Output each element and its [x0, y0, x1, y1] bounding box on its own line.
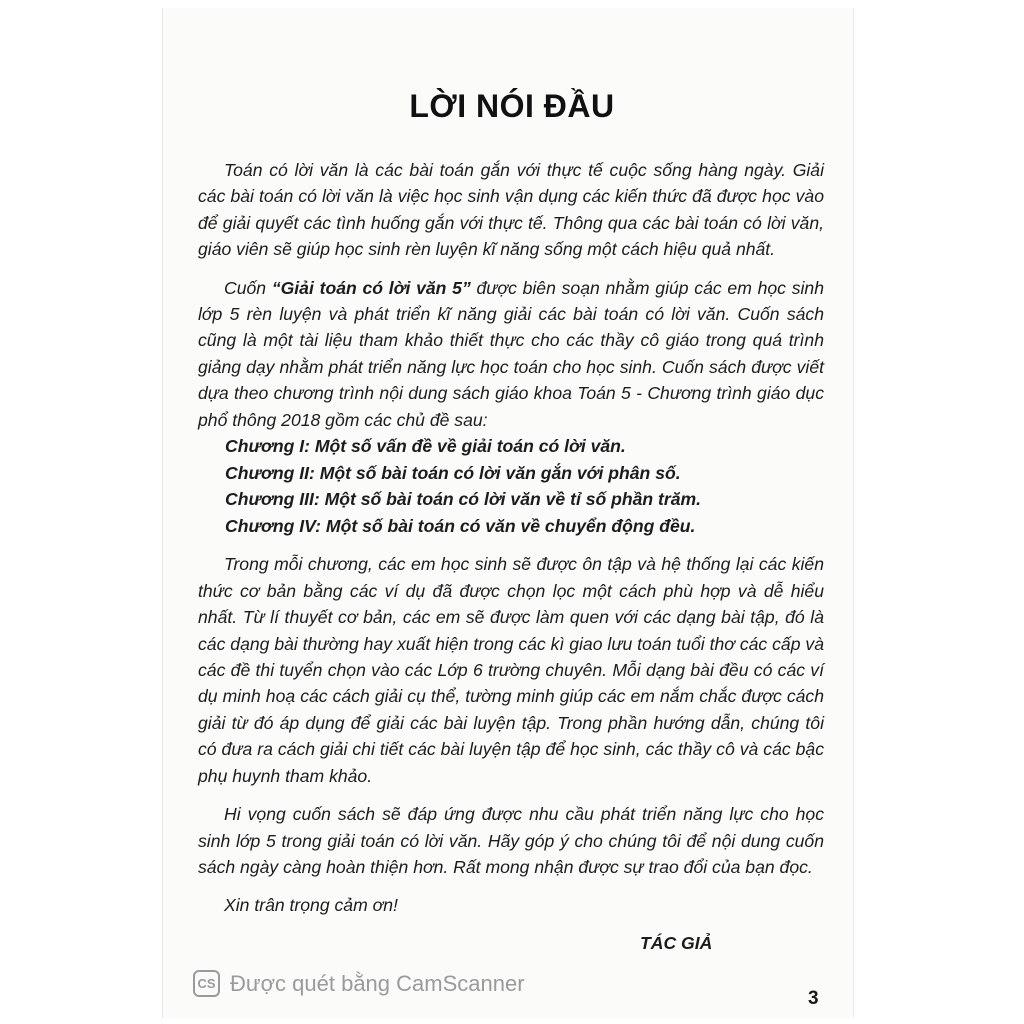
paragraph-closing: Hi vọng cuốn sách sẽ đáp ứng được nhu cầu phát triển năng lực cho học sinh lớp 5 trong giải toán có lời văn. Hãy góp ý cho chúng tôi để nội dung cuốn sách ngày càng hoàn thiện hơn. Rất mong nhận được sự trao đổi của bạn đọc. [198, 804, 824, 877]
thanks-line: Xin trân trọng cảm ơn! [224, 895, 398, 916]
chapter-item-2: Chương II: Một số bài toán có lời văn gắn với phân số. [225, 462, 681, 483]
paragraph-intro: Toán có lời văn là các bài toán gắn với thực tế cuộc sống hàng ngày. Giải các bài toán có lời văn là việc học sinh vận dụng các kiến thức đã được học vào để giải quyết các tình huống gắn với thực tế. Thông qua các bài toán có lời văn, giáo viên sẽ giúp học sinh rèn luyện kĩ năng sống một cách hiệu quả nhất. [198, 160, 824, 260]
watermark-text: Được quét bằng CamScanner [230, 970, 525, 996]
paragraph-book-lead: Cuốn [224, 277, 272, 298]
chapter-item-4: Chương IV: Một số bài toán có văn về chuyển động đều. [225, 515, 696, 536]
foreword-body [198, 157, 824, 931]
paragraph-book-rest: được biên soạn nhằm giúp các em học sinh lớp 5 rèn luyện và phát triển kĩ năng giải các bài toán có lời văn. Cuốn sách cũng là một tài liệu tham khảo thiết thực cho các thầy cô giáo trong quá trình giảng dạy nhằm phát triển năng lực học toán cho học sinh. Cuốn sách được viết dựa theo chương trình nội dung sách giáo khoa Toán 5 - Chương trình giáo dục phổ thông 2018 gồm các chủ đề sau: [198, 277, 824, 430]
camscanner-logo-icon: CS [193, 970, 220, 997]
chapter-item-1: Chương I: Một số vấn đề về giải toán có lời văn. [225, 436, 626, 457]
book-title: “Giải toán có lời văn 5” [271, 277, 471, 298]
page-title: LỜI NÓI ĐẦU [409, 88, 615, 124]
chapter-list [198, 433, 824, 539]
author-signature: TÁC GIẢ [640, 933, 713, 953]
camscanner-watermark [193, 970, 525, 997]
paragraph-book-description [198, 275, 824, 433]
chapter-item-3: Chương III: Một số bài toán có lời văn về tỉ số phần trăm. [225, 489, 702, 510]
page-number: 3 [808, 988, 819, 1009]
paragraph-content-overview: Trong mỗi chương, các em học sinh sẽ được ôn tập và hệ thống lại các kiến thức cơ bản bằng các ví dụ đã được chọn lọc một cách phù hợp và dễ hiểu nhất. Từ lí thuyết cơ bản, các em sẽ được làm quen với các dạng bài tập, đó là các dạng bài thường hay xuất hiện trong các kì giao lưu toán tuổi thơ các cấp và các đề thi tuyển chọn vào các Lớp 6 trường chuyên. Mỗi dạng bài đều có các ví dụ minh hoạ các cách giải cụ thể, tường minh giúp các em nắm chắc được cách giải từ đó áp dụng để giải các bài luyện tập. Trong phần hướng dẫn, chúng tôi có đưa ra cách giải chi tiết các bài luyện tập để học sinh, các thầy cô và các bậc phụ huynh tham khảo. [198, 554, 824, 786]
